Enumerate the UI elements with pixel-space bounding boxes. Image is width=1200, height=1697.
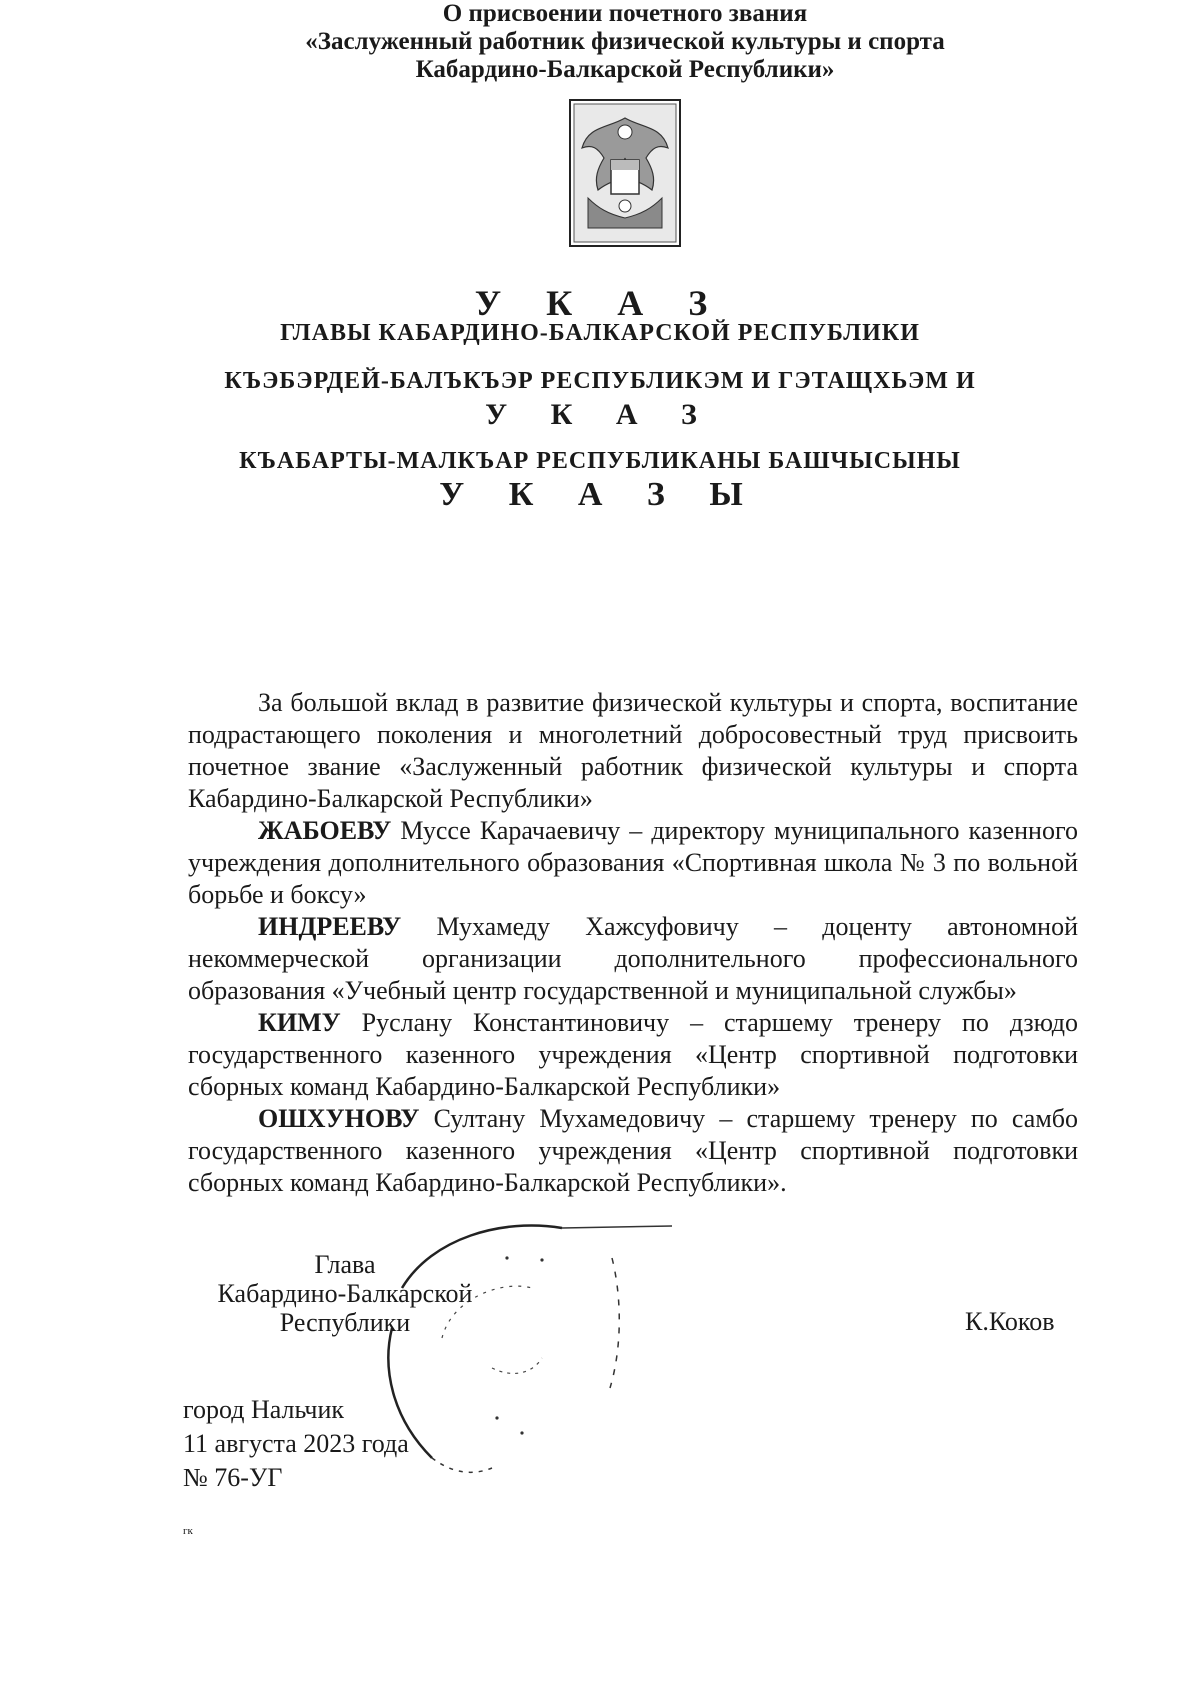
position-line-3: Республики (279, 1308, 411, 1337)
position-line-2: Кабардино-Балкарской (217, 1279, 473, 1308)
awardee-details: Султану Мухамедовичу – старшему тренеру по самбо государственного казенного учреждения «Центр спортивной подготовки сборных команд Кабардино-Балкарской Республики». (188, 1104, 1079, 1197)
awardee-details: Мухамеду Хажсуфовичу – доценту автономной некоммерческой организации дополнительного профессионального образования «Учебный центр государственной и муниципальной службы» (188, 912, 1078, 1005)
preparer-initials: гк (183, 1525, 193, 1537)
city: город Нальчик (183, 1395, 345, 1424)
intro-paragraph: За большой вклад в развитие физической культуры и спорта, воспитание подрастающего поколения и многолетний добросовестный труд присвоить почетное звание «Заслуженный работник физической культуры и спорта Кабардино-Балкарской Республики» (188, 688, 1078, 813)
title-line-2: «Заслуженный работник физической культуры и спорта (305, 28, 945, 55)
decree-date: 11 августа 2023 года (183, 1429, 409, 1458)
decree-number: № 76-УГ (183, 1463, 283, 1492)
awardee-surname: ОШХУНОВУ (258, 1104, 420, 1133)
decree-heading-balkar: У К А З Ы (439, 476, 761, 513)
issuer-kabardian: КЪЭБЭРДЕЙ-БАЛЪКЪЭР РЕСПУБЛИКЭМ И ГЭТАЩХЬЭМ И (224, 368, 976, 394)
decree-meta (183, 1393, 409, 1495)
awardee-paragraph (188, 815, 1078, 911)
awardee-details: Руслану Константиновичу – старшему тренеру по дзюдо государственного казенного учреждения «Центр спортивной подготовки сборных команд Кабардино-Балкарской Республики» (188, 1008, 1079, 1101)
title-line-1: О присвоении почетного звания (442, 0, 808, 27)
decree-title (240, 0, 1010, 84)
issuer-russian: ГЛАВЫ КАБАРДИНО-БАЛКАРСКОЙ РЕСПУБЛИКИ (280, 320, 920, 346)
signatory-position (190, 1250, 500, 1337)
awardee-surname: КИМУ (258, 1008, 341, 1037)
awardee-details: Муссе Карачаевичу – директору муниципального казенного учреждения дополнительного образования «Спортивная школа № 3 по вольной борьбе и боксу» (188, 816, 1078, 909)
coat-of-arms-emblem (568, 98, 682, 248)
issuer-balkar: КЪАБАРТЫ-МАЛКЪАР РЕСПУБЛИКАНЫ БАШЧЫСЫНЫ (239, 448, 961, 474)
decree-heading: У К А З (474, 283, 726, 323)
decree-body (188, 687, 1078, 1199)
decree-heading-kabardian: У К А З (485, 398, 715, 431)
awardee-paragraph (188, 911, 1078, 1007)
signatory-name: К.Коков (965, 1307, 1055, 1336)
title-line-3: Кабардино-Балкарской Республики» (415, 56, 835, 83)
awardee-paragraph (188, 1103, 1078, 1199)
position-line-1: Глава (314, 1250, 376, 1279)
awardee-surname: ЖАБОЕВУ (258, 816, 392, 845)
awardee-surname: ИНДРЕЕВУ (258, 912, 402, 941)
awardee-paragraph (188, 1007, 1078, 1103)
